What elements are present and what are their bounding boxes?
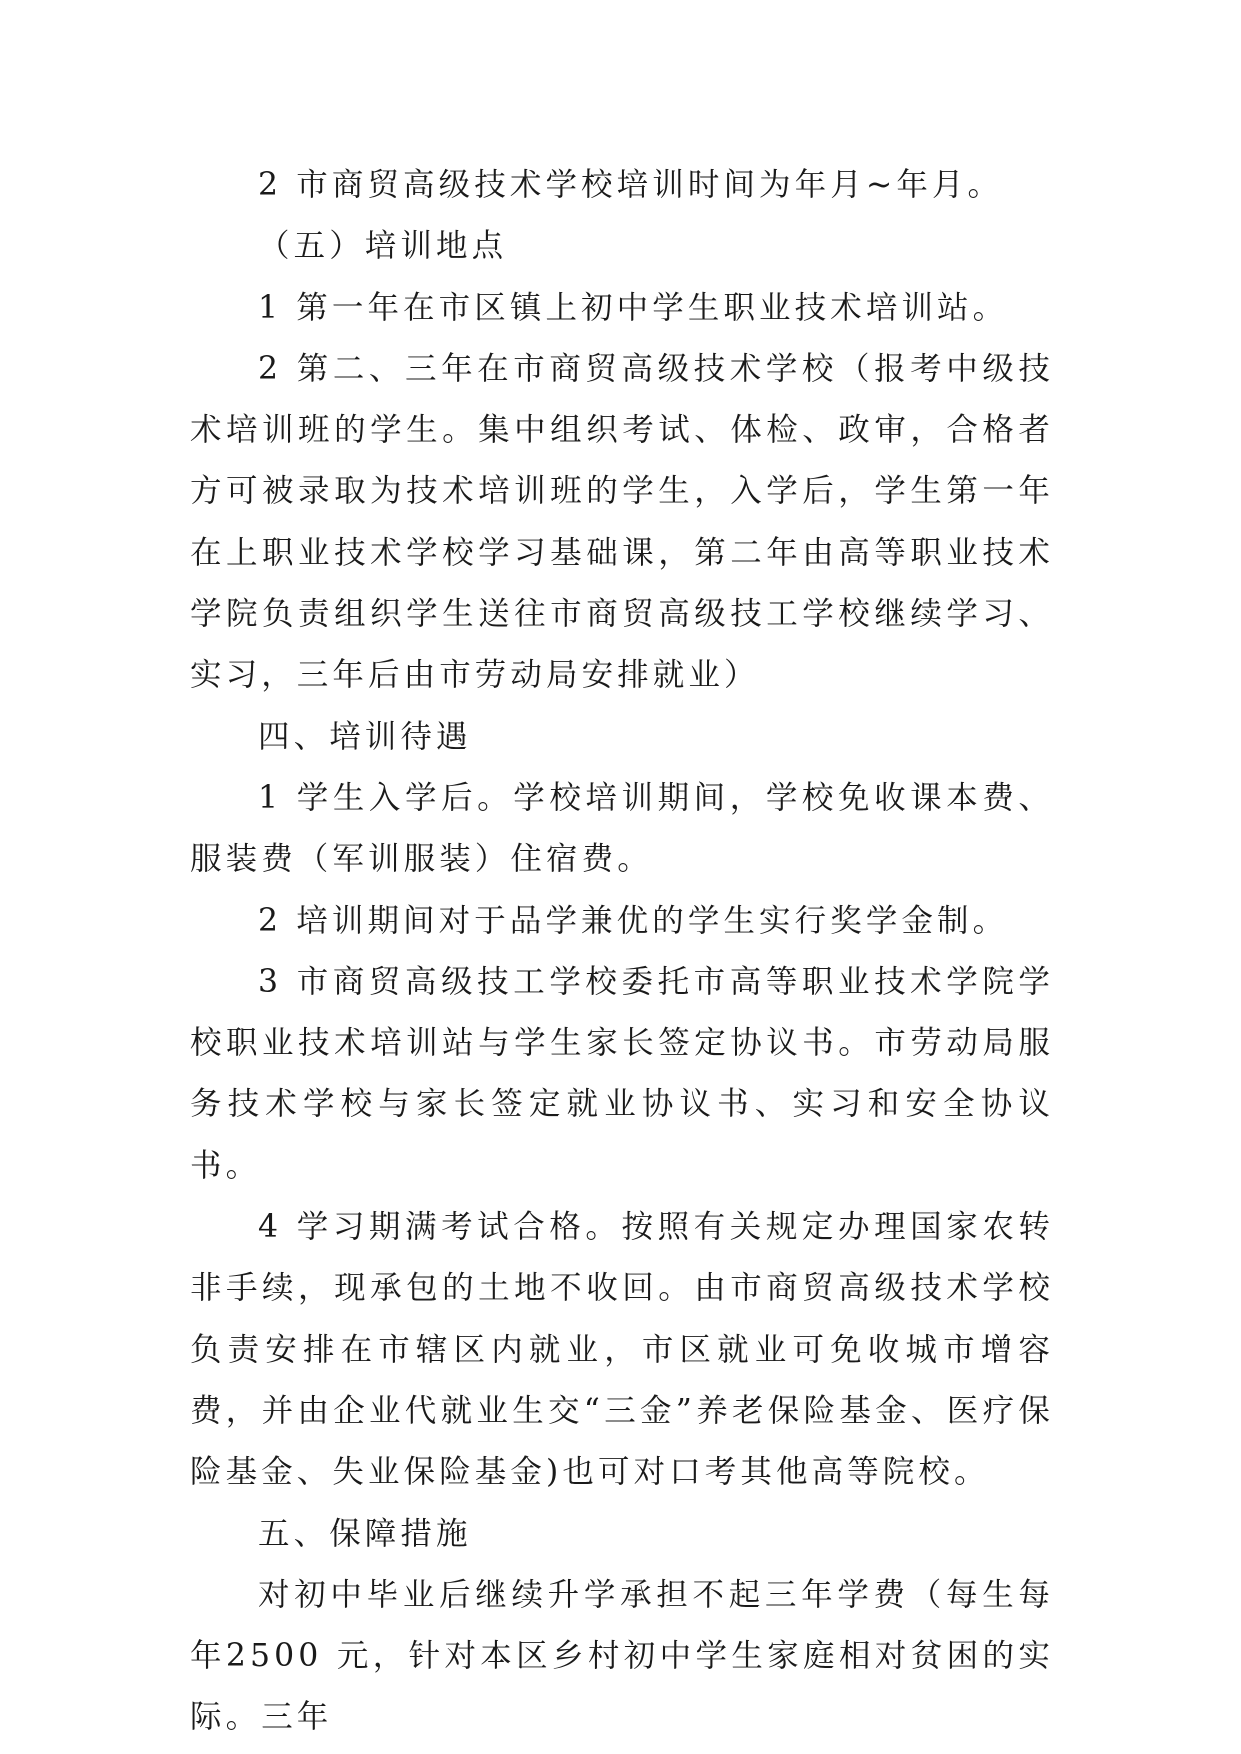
heading-training-location: （五）培训地点 [258, 228, 508, 265]
paragraph-training-time: 2 市商贸高级技术学校培训时间为年月~年月。 [258, 167, 1004, 203]
paragraph-first-year: 1 第一年在市区镇上初中学生职业技术培训站。 [258, 289, 1009, 326]
paragraph-agreements: 3 市商贸高级技工学校委托市高等职业技术学院学校职业技术培训站与学生家长签定协议书。市劳动局服务技术学校与家长签定就业协议书、实习和安全协议书。 [190, 963, 1054, 1184]
document-body [190, 155, 1054, 1749]
paragraph-fee-exemption: 1 学生入学后。学校培训期间，学校免收课本费、服装费（军训服装）住宿费。 [190, 779, 1054, 878]
paragraph-employment: 4 学习期满考试合格。按照有关规定办理国家农转非手续，现承包的土地不收回。由市商贸高级技术学校负责安排在市辖区内就业，市区就业可免收城市增容费，并由企业代就业生交“三金”养老保险基金、医疗保险基金、失业保险基金)也可对口考其他高等院校。 [190, 1209, 1054, 1491]
paragraph-tuition: 对初中毕业后继续升学承担不起三年学费（每生每年2500 元，针对本区乡村初中学生家庭相对贫困的实际。三年 [190, 1576, 1054, 1736]
paragraph-scholarship: 2 培训期间对于品学兼优的学生实行奖学金制。 [258, 902, 1009, 939]
paragraph-second-third-year: 2 第二、三年在市商贸高级技术学校（报考中级技术培训班的学生。集中组织考试、体检、政审，合格者方可被录取为技术培训班的学生，入学后，学生第一年在上职业技术学校学习基础课，第二年由高等职业技术学院负责组织学生送往市商贸高级技工学校继续学习、实习，三年后由市劳动局安排就业） [190, 350, 1054, 694]
heading-training-benefits: 四、培训待遇 [258, 718, 472, 755]
heading-safeguards: 五、保障措施 [258, 1515, 472, 1552]
